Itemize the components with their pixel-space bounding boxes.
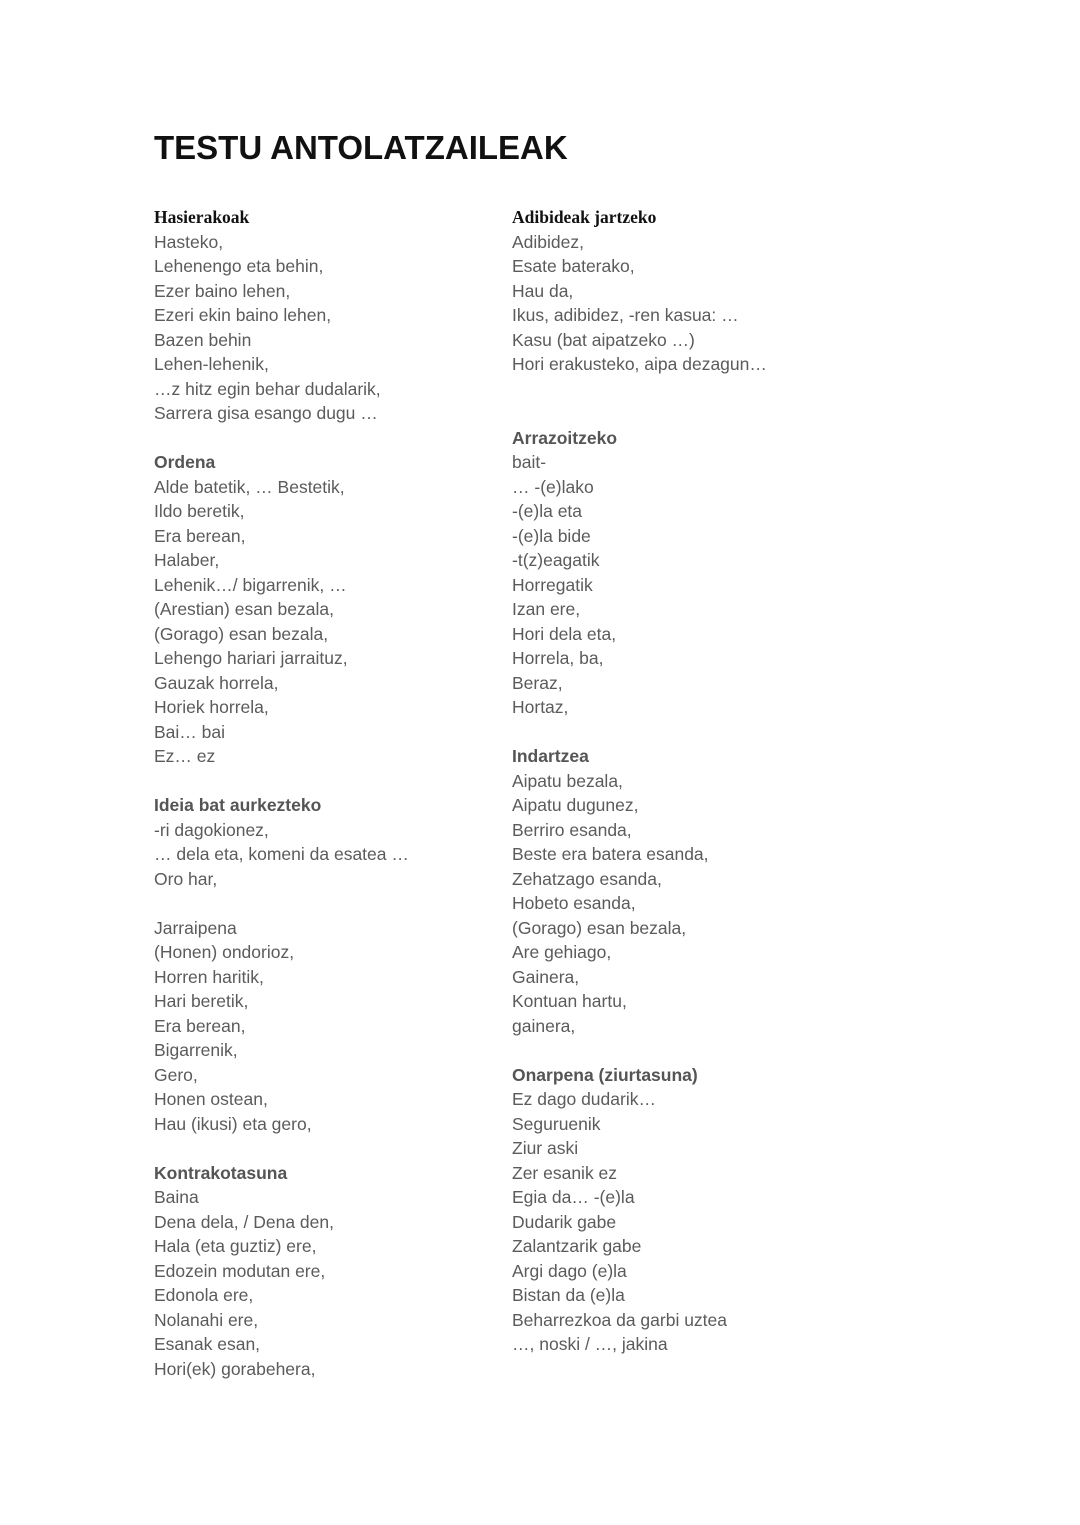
list-item: Hori dela eta, [512, 623, 617, 644]
list-item: Dena dela, / Dena den, [154, 1211, 334, 1232]
list-item: (Gorago) esan bezala, [512, 917, 687, 938]
section-arrazoitzeko [512, 426, 912, 720]
list-item: Lehenengo eta behin, [154, 256, 324, 276]
list-item: …z hitz egin behar dudalarik, [154, 378, 381, 399]
list-item: Hori erakusteko, aipa dezagun… [512, 354, 767, 374]
list-item: Hari beretik, [154, 991, 249, 1011]
list-item: Lehen-lehenik, [154, 354, 269, 374]
list-item: Aipatu dugunez, [512, 795, 639, 815]
list-item: Aipatu bezala, [512, 770, 623, 791]
list-item: Zer esanik ez [512, 1162, 618, 1183]
list-item: Hobeto esanda, [512, 893, 636, 913]
list-item: Gero, [154, 1064, 198, 1085]
list-item: Berriro esanda, [512, 819, 632, 840]
list-item: Hau (ikusi) eta gero, [154, 1113, 312, 1134]
section-heading: Indartzea [512, 746, 589, 766]
list-item: Lehengo hariari jarraituz, [154, 648, 348, 668]
list-item: Horiek horrela, [154, 697, 269, 717]
list-item: Hori(ek) gorabehera, [154, 1358, 316, 1379]
list-item: Are gehiago, [512, 942, 612, 962]
list-item: Sarrera gisa esango dugu … [154, 403, 378, 423]
section-heading: Onarpena (ziurtasuna) [512, 1064, 698, 1085]
list-item: Esate baterako, [512, 256, 635, 276]
left-column [154, 205, 494, 1406]
list-item: Baina [154, 1187, 199, 1207]
list-item: Ezeri ekin baino lehen, [154, 305, 332, 325]
list-item: Ez dago dudarik… [512, 1089, 656, 1109]
list-item: bait- [512, 452, 547, 472]
list-item: (Arestian) esan bezala, [154, 599, 334, 619]
list-item: Izan ere, [512, 599, 581, 619]
list-item: … -(e)lako [512, 476, 594, 497]
section-heading: Arrazoitzeko [512, 427, 618, 448]
list-item: Horren haritik, [154, 966, 264, 987]
list-item: Hala (eta guztiz) ere, [154, 1236, 317, 1256]
section-heading: Ideia bat aurkezteko [154, 795, 322, 815]
list-item: (Honen) ondorioz, [154, 942, 295, 962]
list-item: Lehenik…/ bigarrenik, … [154, 574, 347, 595]
list-item: Ildo beretik, [154, 501, 245, 521]
list-item: Bistan da (e)la [512, 1285, 625, 1305]
list-item: Era berean, [154, 525, 246, 546]
list-item: …, noski / …, jakina [512, 1334, 668, 1354]
page-title: TESTU ANTOLATZAILEAK [154, 129, 568, 166]
section-hasierakoak [154, 205, 494, 426]
section-jarraipena [154, 916, 494, 1137]
list-item: (Gorago) esan bezala, [154, 623, 329, 644]
list-item: Horregatik [512, 574, 593, 595]
list-item: Esanak esan, [154, 1334, 261, 1354]
section-ordena [154, 450, 494, 769]
section-adibideak-jartzeko [512, 205, 912, 377]
list-item: -(e)la eta [512, 501, 583, 521]
list-item: Horrela, ba, [512, 648, 604, 668]
section-heading: Jarraipena [154, 917, 237, 938]
list-item: Kontuan hartu, [512, 991, 627, 1011]
list-item: Oro har, [154, 868, 218, 889]
list-item: Gainera, [512, 966, 580, 987]
right-column [512, 205, 912, 1381]
section-ideia-bat-aurkezteko [154, 793, 494, 891]
list-item: Edonola ere, [154, 1285, 254, 1305]
list-item: Bazen behin [154, 329, 252, 350]
list-item: Ezer baino lehen, [154, 280, 291, 301]
section-kontrakotasuna [154, 1161, 494, 1382]
list-item: Hortaz, [512, 697, 569, 717]
list-item: Nolanahi ere, [154, 1309, 259, 1330]
list-item: Honen ostean, [154, 1089, 268, 1109]
list-item: Beharrezkoa da garbi uztea [512, 1309, 727, 1330]
list-item: Dudarik gabe [512, 1211, 617, 1232]
list-item: -ri dagokionez, [154, 819, 269, 840]
section-heading: Kontrakotasuna [154, 1162, 288, 1183]
list-item: Beste era batera esanda, [512, 844, 709, 864]
list-item: Egia da… -(e)la [512, 1187, 635, 1207]
list-item: Edozein modutan ere, [154, 1260, 326, 1281]
section-heading: Hasierakoak [154, 207, 250, 227]
list-item: Gauzak horrela, [154, 672, 279, 693]
list-item: Ziur aski [512, 1138, 579, 1158]
list-item: Bai… bai [154, 721, 226, 742]
list-item: … dela eta, komeni da esatea … [154, 844, 409, 864]
list-item: Argi dago (e)la [512, 1260, 627, 1281]
list-item: Seguruenik [512, 1113, 601, 1134]
list-item: Hasteko, [154, 231, 224, 252]
section-indartzea [512, 744, 912, 1038]
list-item: Ez… ez [154, 746, 216, 766]
list-item: -(e)la bide [512, 525, 591, 546]
list-item: -t(z)eagatik [512, 550, 600, 570]
list-item: Halaber, [154, 550, 220, 570]
list-item: Alde batetik, … Bestetik, [154, 476, 345, 497]
section-onarpena [512, 1063, 912, 1357]
list-item: gainera, [512, 1015, 576, 1036]
section-heading: Ordena [154, 452, 216, 472]
list-item: Beraz, [512, 672, 563, 693]
section-heading: Adibideak jartzeko [512, 207, 657, 227]
list-item: Bigarrenik, [154, 1040, 238, 1060]
list-item: Ikus, adibidez, -ren kasua: … [512, 305, 739, 325]
list-item: Zehatzago esanda, [512, 868, 662, 889]
list-item: Era berean, [154, 1015, 246, 1036]
list-item: Kasu (bat aipatzeko …) [512, 329, 695, 350]
list-item: Zalantzarik gabe [512, 1236, 642, 1256]
list-item: Hau da, [512, 280, 574, 301]
list-item: Adibidez, [512, 231, 584, 252]
